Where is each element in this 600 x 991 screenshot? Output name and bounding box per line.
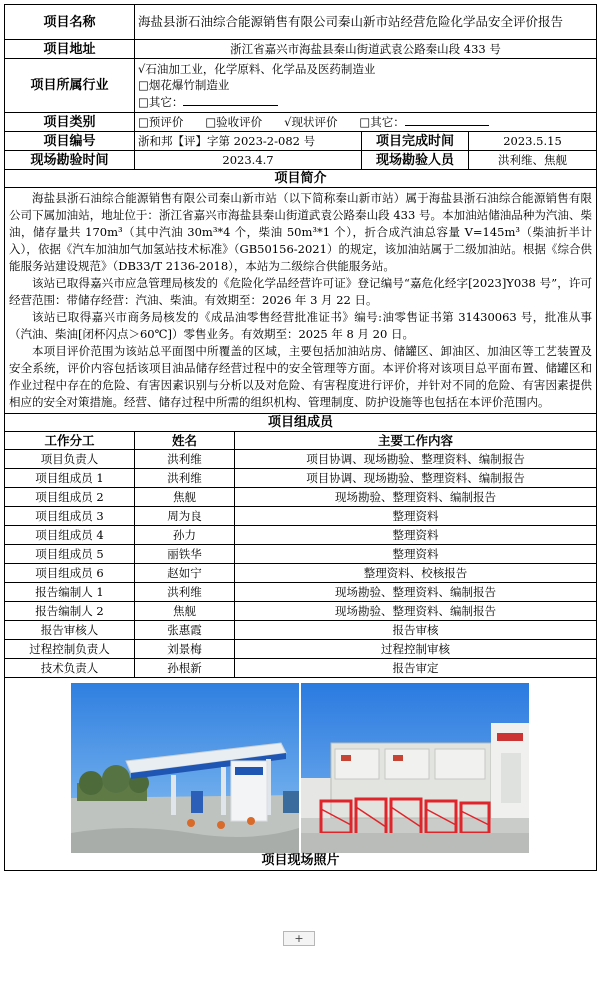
team-member-name: 孙根新	[135, 659, 235, 678]
table-row	[5, 488, 597, 507]
completion-value: 2023.5.15	[469, 132, 597, 151]
table-row	[5, 640, 597, 659]
team-work: 现场勘验、整理资料、编制报告	[235, 583, 597, 602]
intro-paragraph-1: 海盐县浙石油综合能源销售有限公司秦山新市站（以下简称秦山新市站）属于海盐县浙石油综合能源销售有限公司下属加油站，地址位于：浙江省嘉兴市海盐县秦山街道武袁公路秦山段 433 号。本加油站储油品种为汽油、柴油，储存量共 170m³（其中汽油 30m³*4 个，柴油 50m³*1 个），折合成汽油总容量 V=145m³（柴油折半计入），依据《汽车加油加气加氢站技术标准》（GB50156-2021）的规定，该加油站属于二级加油站。根据《综合供能服务站建设规范》（DB33/T 2136-2018），本站为二级综合供能服务站。	[9, 191, 593, 273]
team-role: 项目组成员 5	[5, 545, 135, 564]
category-options	[135, 113, 597, 132]
intro-paragraph-2: 该站已取得嘉兴市应急管理局核发的《危险化学品经营许可证》登记编号“嘉危化经字[2023]Y038 号”，许可经营范围：带储存经营：汽油、柴油。有效期至：2026 年 3 月 22 日。	[9, 276, 593, 307]
category-option-other[interactable]: □其它：	[359, 115, 405, 129]
table-row	[5, 469, 597, 488]
table-row	[5, 564, 597, 583]
project-name-value: 海盐县浙石油综合能源销售有限公司秦山新市站经营危险化学品安全评价报告	[135, 5, 597, 40]
team-member-name: 孙力	[135, 526, 235, 545]
category-option-pre[interactable]: □预评价	[138, 115, 184, 129]
category-option-current[interactable]: √现状评价	[284, 115, 338, 129]
gas-station-image	[71, 683, 299, 853]
team-role: 技术负责人	[5, 659, 135, 678]
team-member-name: 焦舰	[135, 488, 235, 507]
team-work: 现场勘验、整理资料、编制报告	[235, 488, 597, 507]
survey-staff-value: 洪利维、焦舰	[469, 151, 597, 170]
team-role: 项目负责人	[5, 450, 135, 469]
category-label: 项目类别	[5, 113, 135, 132]
team-role: 项目组成员 4	[5, 526, 135, 545]
team-work: 报告审核	[235, 621, 597, 640]
team-member-name: 洪利维	[135, 450, 235, 469]
gas-station-photo	[71, 683, 299, 853]
team-member-name: 张惠霞	[135, 621, 235, 640]
table-row	[5, 621, 597, 640]
project-address-label: 项目地址	[5, 40, 135, 59]
project-name-label: 项目名称	[5, 5, 135, 40]
industry-other-blank	[183, 93, 278, 106]
team-member-name: 洪利维	[135, 583, 235, 602]
team-member-name: 刘景梅	[135, 640, 235, 659]
table-row	[5, 526, 597, 545]
team-work: 整理资料	[235, 526, 597, 545]
project-address-value: 浙江省嘉兴市海盐县秦山街道武袁公路秦山段 433 号	[135, 40, 597, 59]
table-row	[5, 583, 597, 602]
team-member-name: 周为良	[135, 507, 235, 526]
intro-body	[5, 188, 597, 414]
team-role: 项目组成员 1	[5, 469, 135, 488]
team-work: 项目协调、现场勘验、整理资料、编制报告	[235, 469, 597, 488]
team-work: 现场勘验、整理资料、编制报告	[235, 602, 597, 621]
team-role: 报告编制人 1	[5, 583, 135, 602]
intro-title: 项目简介	[5, 170, 597, 188]
project-number-label: 项目编号	[5, 132, 135, 151]
team-header-role: 工作分工	[5, 432, 135, 450]
category-option-acceptance[interactable]: □验收评价	[205, 115, 263, 129]
survey-time-label: 现场勘验时间	[5, 151, 135, 170]
team-work: 整理资料	[235, 507, 597, 526]
intro-paragraph-3: 该站已取得嘉兴市商务局核发的《成品油零售经营批准证书》编号:油零售证书第 31430063 号，批准从事（汽油、柴油[闭杯闪点＞60℃]）零售业务。有效期至：2025 年 8 月 20 日。	[9, 310, 593, 341]
industry-option-other[interactable]: □其它：	[138, 93, 593, 110]
team-member-name: 丽铁华	[135, 545, 235, 564]
team-work: 报告审定	[235, 659, 597, 678]
team-work: 整理资料、校核报告	[235, 564, 597, 583]
team-member-name: 焦舰	[135, 602, 235, 621]
industry-label: 项目所属行业	[5, 59, 135, 113]
table-row	[5, 602, 597, 621]
team-header-name: 姓名	[135, 432, 235, 450]
add-button[interactable]: +	[283, 931, 315, 946]
table-row	[5, 659, 597, 678]
team-role: 项目组成员 6	[5, 564, 135, 583]
evaluation-info-table	[4, 4, 597, 871]
industry-option-petroleum[interactable]: √石油加工业，化学原料、化学品及医药制造业	[138, 62, 376, 76]
industry-options	[135, 59, 597, 113]
industry-option-fireworks[interactable]: □烟花爆竹制造业	[138, 78, 230, 92]
project-number-value: 浙和邦【评】字第 2023-2-082 号	[135, 132, 362, 151]
table-row	[5, 450, 597, 469]
team-work: 整理资料	[235, 545, 597, 564]
team-role: 报告审核人	[5, 621, 135, 640]
team-role: 项目组成员 3	[5, 507, 135, 526]
team-member-name: 洪利维	[135, 469, 235, 488]
survey-staff-label: 现场勘验人员	[362, 151, 469, 170]
tank-area-image	[301, 683, 529, 853]
team-work: 过程控制审核	[235, 640, 597, 659]
team-work: 项目协调、现场勘验、整理资料、编制报告	[235, 450, 597, 469]
completion-label: 项目完成时间	[362, 132, 469, 151]
team-member-name: 赵如宁	[135, 564, 235, 583]
photo-section	[5, 678, 597, 871]
intro-paragraph-4: 本项目评价范围为该站总平面图中所覆盖的区域，主要包括加油站房、储罐区、卸油区、加油区等工艺装置及安全系统，评价内容包括该项目油品储存经营过程中的安全管理等方面。本评价将对该项目总平面布置、储罐区和作业过程中存在的危险、有害因素识别与分析以及对危险、有害程度进行评价，并针对不同的危险、有害因素提供相应的安全对策措施。经营、储存过程中所需的组织机构、管理制度、防护设施等也包括在本评价范围内。	[9, 344, 593, 409]
table-row	[5, 545, 597, 564]
survey-time-value: 2023.4.7	[135, 151, 362, 170]
team-role: 过程控制负责人	[5, 640, 135, 659]
team-title: 项目组成员	[5, 414, 597, 432]
table-row	[5, 507, 597, 526]
tank-area-photo	[301, 683, 529, 853]
category-other-blank	[405, 113, 489, 126]
team-role: 报告编制人 2	[5, 602, 135, 621]
photo-caption: 项目现场照片	[261, 853, 340, 868]
team-role: 项目组成员 2	[5, 488, 135, 507]
team-header-work: 主要工作内容	[235, 432, 597, 450]
